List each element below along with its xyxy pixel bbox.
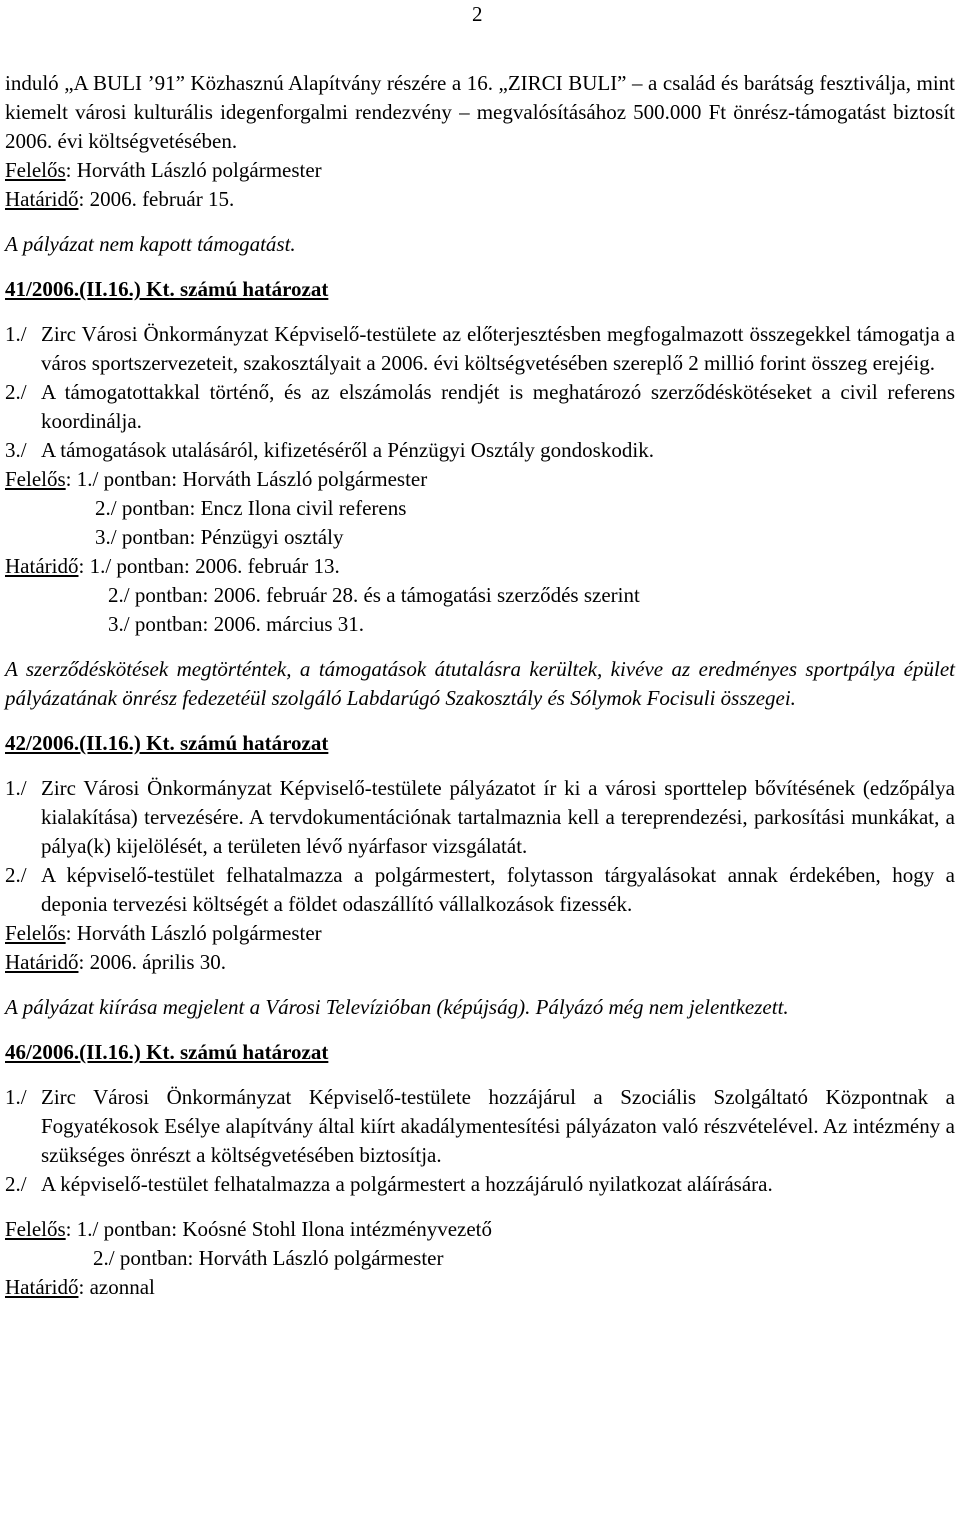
intro-note: A pályázat nem kapott támogatást. xyxy=(5,232,296,256)
resolution-41-title: 41/2006.(II.16.) Kt. számú határozat xyxy=(5,277,329,301)
item-number: 1./ xyxy=(5,1085,27,1109)
resolution-46-felelos-line-2: 2./ pontban: Horváth László polgármester xyxy=(93,1246,444,1270)
document-body xyxy=(5,69,955,1302)
felelos-line: : 1./ pontban: Horváth László polgármester xyxy=(65,467,428,491)
hatarido-value: : azonnal xyxy=(78,1275,155,1299)
item-number: 2./ xyxy=(5,380,27,404)
item-number: 3./ xyxy=(5,438,27,462)
intro-felelos xyxy=(5,156,955,185)
felelos-label: Felelős xyxy=(5,467,66,491)
resolution-41-hatarido xyxy=(5,552,955,581)
intro-paragraph: induló „A BULI ’91” Közhasznú Alapítvány részére a 16. „ZIRCI BULI” – a család és barátság fesztiválja, mint kiemelt városi kulturális idegenforgalmi rendezvény – megvalósításához 500.000 Ft önrész-támogatást biztosít 2006. évi költségvetésében. xyxy=(5,71,955,153)
hatarido-label: Határidő xyxy=(5,1275,79,1299)
resolution-41-hatarido-line-2: 2./ pontban: 2006. február 28. és a támogatási szerződés szerint xyxy=(108,583,640,607)
item-number: 2./ xyxy=(5,863,27,887)
hatarido-label: Határidő xyxy=(5,554,79,578)
felelos-value: : Horváth László polgármester xyxy=(65,921,322,945)
hatarido-value: : 2006. február 15. xyxy=(78,187,235,211)
resolution-41-item-2 xyxy=(5,378,955,436)
resolution-41-note: A szerződéskötések megtörténtek, a támogatások átutalásra kerültek, kivéve az eredményes sportpálya épület pályázatának önrész fedezetéül szolgáló Labdarúgó Szakosztály és Sólymok Focisuli összegei. xyxy=(5,657,955,710)
item-number: 1./ xyxy=(5,776,27,800)
intro-hatarido xyxy=(5,185,955,214)
felelos-value: : Horváth László polgármester xyxy=(65,158,322,182)
page-number: 2 xyxy=(472,2,483,26)
resolution-42-item-2 xyxy=(5,861,955,919)
resolution-41-felelos xyxy=(5,465,955,494)
resolution-41-felelos-line-2: 2./ pontban: Encz Ilona civil referens xyxy=(95,496,407,520)
item-text: Zirc Városi Önkormányzat Képviselő-testülete hozzájárul a Szociális Szolgáltató Központnak a Fogyatékosok Esélye alapítvány által kiírt akadálymentesítési pályázaton való részvételével. Az intézmény a szükséges önrészt a költségvetésében biztosítja. xyxy=(41,1085,955,1167)
resolution-42-hatarido xyxy=(5,948,955,977)
item-text: A támogatások utalásáról, kifizetéséről a Pénzügyi Osztály gondoskodik. xyxy=(41,438,654,462)
resolution-42-item-1 xyxy=(5,774,955,861)
resolution-41-item-3 xyxy=(5,436,955,465)
resolution-41-hatarido-line-3: 3./ pontban: 2006. március 31. xyxy=(108,612,365,636)
item-text: A képviselő-testület felhatalmazza a polgármestert, folytasson tárgyalásokat annak érdekében, hogy a deponia tervezési költségét a földet odaszállító vállalkozások fizessék. xyxy=(41,863,955,916)
item-text: A támogatottakkal történő, és az elszámolás rendjét is meghatározó szerződéskötéseket a civil referens koordinálja. xyxy=(41,380,955,433)
resolution-41-felelos-line-3: 3./ pontban: Pénzügyi osztály xyxy=(95,525,344,549)
hatarido-line: : 1./ pontban: 2006. február 13. xyxy=(78,554,340,578)
resolution-42-note: A pályázat kiírása megjelent a Városi Televízióban (képújság). Pályázó még nem jelentkezett. xyxy=(5,995,789,1019)
felelos-label: Felelős xyxy=(5,158,66,182)
resolution-46-item-2 xyxy=(5,1170,955,1199)
item-number: 1./ xyxy=(5,322,27,346)
hatarido-label: Határidő xyxy=(5,950,79,974)
resolution-46-hatarido xyxy=(5,1273,955,1302)
item-number: 2./ xyxy=(5,1172,27,1196)
item-text: A képviselő-testület felhatalmazza a polgármestert a hozzájáruló nyilatkozat aláírására. xyxy=(41,1172,773,1196)
item-text: Zirc Városi Önkormányzat Képviselő-testülete az előterjesztésben megfogalmazott összegekkel támogatja a város sportszervezeteit, szakosztályait a 2006. évi költségvetésében szereplő 2 millió forint összeg erejéig. xyxy=(41,322,955,375)
hatarido-label: Határidő xyxy=(5,187,79,211)
felelos-line: : 1./ pontban: Koósné Stohl Ilona intézményvezető xyxy=(65,1217,492,1241)
felelos-label: Felelős xyxy=(5,921,66,945)
felelos-label: Felelős xyxy=(5,1217,66,1241)
resolution-46-item-1 xyxy=(5,1083,955,1170)
resolution-41-item-1 xyxy=(5,320,955,378)
resolution-46-title: 46/2006.(II.16.) Kt. számú határozat xyxy=(5,1040,329,1064)
item-text: Zirc Városi Önkormányzat Képviselő-testülete pályázatot ír ki a városi sporttelep bővítésének (edzőpálya kialakítása) tervezésére. A tervdokumentációnak tartalmaznia kell a tereprendezési, parkosítási munkákat, a pálya(k) kijelölését, a területen lévő nyárfasor vizsgálatát. xyxy=(41,776,955,858)
hatarido-value: : 2006. április 30. xyxy=(78,950,227,974)
resolution-42-title: 42/2006.(II.16.) Kt. számú határozat xyxy=(5,731,329,755)
resolution-46-felelos xyxy=(5,1215,955,1244)
resolution-42-felelos xyxy=(5,919,955,948)
